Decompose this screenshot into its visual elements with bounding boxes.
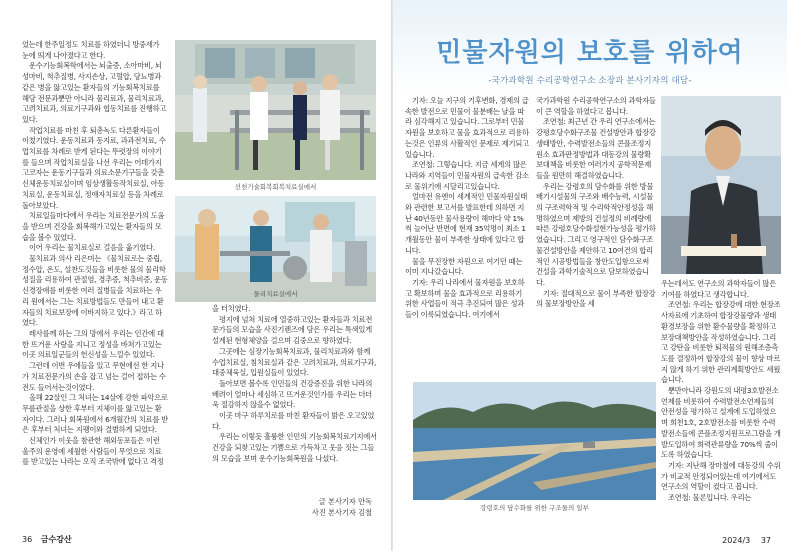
paragraph: 치료일들마다에서 우리는 치료전문가의 도움을 받으며 건강을 회복해가고있는 환자들의 모습을 볼수 있었다.: [22, 211, 165, 242]
credit-line-writer: 글 본사기자 안독: [318, 497, 372, 506]
left-column-2: [212, 304, 378, 474]
paragraph: 우는데서도 연구소의 과학자들이 많은 기여를 하였다고 생각합니다.: [661, 279, 776, 299]
paragraph: 그곳에는 심장기능회복치료과, 물리치료과와 함께 수업치료실, 침치료실과 같은 고려치료과, 의료기구과, 대중체육실, 입원실들이 있었다.: [212, 346, 377, 378]
paragraph: 얼마전 유엔이 세계적인 민물자원실태와 관련한 보고서를 발표한데 의하면 지난 40년동안 물사용량이 해마다 약 1%씩 늘어난 반면에 현재 35억명이 최소 1개월동안 물이 부족한 상태에 있다고 합니다.: [405, 192, 527, 255]
folio-issue: 2024/3: [722, 536, 751, 545]
right-column-3: [661, 279, 781, 529]
folio-page-number: 36: [22, 535, 33, 544]
paragraph: 조연철: 최근년 간 우리 연구소에서는 강평호당수화구조물 건설방안과 합장강생태방안, 수력발전소들의 콘플조정지원소 효과판정방법과 대동강의 물량확보대책을 비롯한 여러가지 공학적문제들을 원만히 해결하였습니다.: [536, 117, 656, 180]
paragraph: 우리는 강령호의 담수화를 위한 방물배기시설물의 구조와 배수능력, 시설물의 구조력학적 및 수리학적안정성을 해명하였으며 제방의 건설정의 비례량에 따른 강령호당수화설현가능성을 평가하였습니다. 그리고 영구적인 담수화구조물건설방안을 제안하고 10여건의 합리적인 시공방법들을 창안도입함으로써 건설을 과학기술적으로 담보하였습니다.: [536, 181, 656, 287]
photo2-caption: 물리치료실에서: [253, 290, 298, 298]
paragraph: 돌아보면 볼수록 인민들의 건강증진을 위한 나라의 배려이 얼마나 세심하고 뜨거운것인가를 우리는 더더욱 절감하지 않을수 없었다.: [212, 378, 373, 410]
physio-room-photo: [175, 196, 376, 302]
rehab-gym-photo: [175, 40, 376, 180]
paragraph: 우리는 이렇듯 훌륭한 인민의 기능회복치료기지에서 건강을 되찾고있는 기쁨으로 가득차고 웃음 짓는 그들의 모습을 보며 운수기능회복원을 나섰다.: [212, 432, 377, 463]
left-page: [0, 0, 393, 551]
paragraph: 기자: 절대적으로 물이 부족한 합장강의 물보장방안을 세: [536, 288, 656, 309]
photo3-caption: 강령호의 담수화를 위한 구조물의 일부: [480, 504, 589, 512]
paragraph: 신체인가 이웃을 참관한 해외동포들은 이런 울주의 운영에 세월한 사람들이 무엇으로 치료를 받고있는 나라는 오직 조국밖에 없다고 격정: [22, 436, 164, 467]
paragraph: 올해 22살인 그 처녀는 14살에 강한 파악으로 무릎관절을 상한 후부터 지체이를 앓고있는 환자이다. 그러나 회복원에서 6개월간의 치료를 받은 후부터 처녀는 지팽이와 결별하게 되었다.: [22, 393, 168, 435]
paragraph: 레사를께 하는 그의 망에서 우리는 인간에 대한 뜨거운 사랑을 지니고 정성을 바쳐가고있는 이곳 의료일군들의 헌신성을 느낄수 있었다.: [22, 328, 164, 360]
photo1-caption: 선천기술회복회복치료실에서: [234, 183, 317, 191]
paragraph: 운수기능회복학에서는 뇌출증, 소아마비, 뇌성마비, 척추질병, 사지손상, 고혈압, 당뇨병과 같은 병을 앓고있는 환자들의 기능회복치료를 해당 전문과뿐만 아니라 물리료과, 물리치료과, 고려치료과, 의료기구과와 협동치료를 진행하고있다.: [22, 61, 167, 124]
article-subtitle: -국가과학원 수리공학연구소 소장과 본사기자의 대담-: [488, 76, 692, 86]
paragraph: 물치료과 의사 리은미는 《물치료로는 중립, 정수압, 온도, 설찬도것들을 비롯한 물의 물리학성질을 리용하여 관절염, 경추증, 척추비증, 운동신경장애를 비롯한 여러 질병들을 치료하는 우리 원에서는 그는 치료방법들도 만들어 내고 환자들의 치료보장에 이바지하고 있다.》라고 하였다.: [22, 254, 168, 328]
paragraph: 물을 무진장한 자원으로 여기던 때는 이미 지나갔습니다.: [405, 256, 523, 277]
paragraph: 뿐만아니라 강원도의 내평3호발전소언제를 비롯하여 수력발전소언제들의 안전성을 평가하고 설계에 도입하였으며 희천1호, 2호발전소를 비롯한 수력발전소들에 콘플조정지원프로그람을 개발도입하여 희력관류량을 70%씩 줄이도록 하였습니다.: [661, 386, 781, 460]
paragraph: 그런데 이번 우에들을 있고 무현에선 한 지나가 치료전문가의 손을 잡고 넘는 걸어 접하는 수전도 들어서는것이였다.: [22, 361, 166, 392]
paragraph: 조연철: 그렇습니다. 지금 세계의 많은 나라와 지역들이 민물자원의 급속한 감소로 물위기에 시달리고있습니다.: [405, 160, 529, 191]
paragraph: 이어 우리는 물치료실로 걸음을 옮기였다.: [29, 243, 155, 253]
left-folio: [22, 534, 72, 545]
right-folio: [722, 536, 771, 545]
paragraph: 작업치료를 마친 후 퇴총녹도 다른환자들이 이쳤기였다. 운동치료과 동지료, 과과전치료, 수업치료를 차례로 받게 된다는 뚜렷장의 이야기를 들으며 작업치료실을 나선 우리는 어데가지 고코자는 운동기구들과 의료소문기구들을 갖춘 신체운동치료실이며 임상생활동작치료실, 아동치료실, 운동치료실, 정애자치료실 등을 차례로 돌아보았다.: [22, 125, 166, 210]
paragraph: 었는데 한주일정도 치료를 하였더니 방중세가 눈에 띄게 나아졌다고 한다.: [22, 40, 160, 60]
left-column-1: [22, 40, 168, 521]
right-column-1: [405, 96, 530, 376]
paragraph: 조연철: 우리는 합장강에 대한 현장조사자료에 기초하여 합장강물량과 생태환경보장을 위한 환수물량을 확정하고 보장대책방안을 작성하였습니다. 그리고 강탄을 비롯한 퇴적물의 원해조층측도를 결정하여 합장강의 물이 향상 마르지 않게 하기 위한 관리계획방안도 세웠습니다.: [661, 300, 781, 385]
paragraph: 조연철: 물론입니다. 우리는: [668, 493, 752, 503]
right-column-2: [536, 96, 656, 376]
paragraph: 기자: 지난해 장마철에 대동강의 수위가 비교적 안정되어있는데 여기에서도 연구소의 역할이 컸다고 봅니다.: [661, 460, 781, 492]
folio-page-number-right: 37: [760, 536, 771, 545]
interviewee-portrait: [661, 96, 781, 274]
paragraph: 을 터치였다.: [212, 304, 251, 313]
paragraph: 기자: 오늘 지구의 기후변화, 경제의 급속한 발전으로 민물이 물분배는 날을 따라 심각해지고 있습니다. 그로부터 민물자원을 보호하고 물을 효과적으로 리용하는것은 인류의 사활적인 문제로 제기되고있습니다.: [405, 96, 529, 159]
paragraph: 평지에 넘쳐 치료에 열중하고있는 환자들과 치료전문가들의 모습을 사진기렌즈에 담은 우리는 특색있게 설계된 현형체양을 걸으며 김중으로 향하였다.: [212, 314, 373, 346]
right-page: [393, 0, 787, 551]
credit-line-photo: 사진 본사기자 김철: [311, 508, 372, 517]
folio-magazine-name: 금수강산: [40, 535, 72, 544]
paragraph: 국가과학원 수리공학연구소의 과학자들이 큰 역할을 하였다고 봅니다.: [536, 96, 656, 116]
credit-block: [212, 496, 372, 518]
paragraph: 이곳 마구 하루치로를 마친 환자들이 밝은 오고있었다.: [212, 411, 375, 431]
reservoir-structure-photo: [413, 382, 656, 500]
paragraph: 기자: 우리 나라에서 물자원을 보호하고 확보하며 물을 효과적으로 리용하기 위한 사업들이 적극 추진되여 많은 성과들이 이룩되였습니다. 여기에서: [405, 277, 525, 320]
article-title: 민물자원의 보호를 위하여: [436, 38, 744, 68]
